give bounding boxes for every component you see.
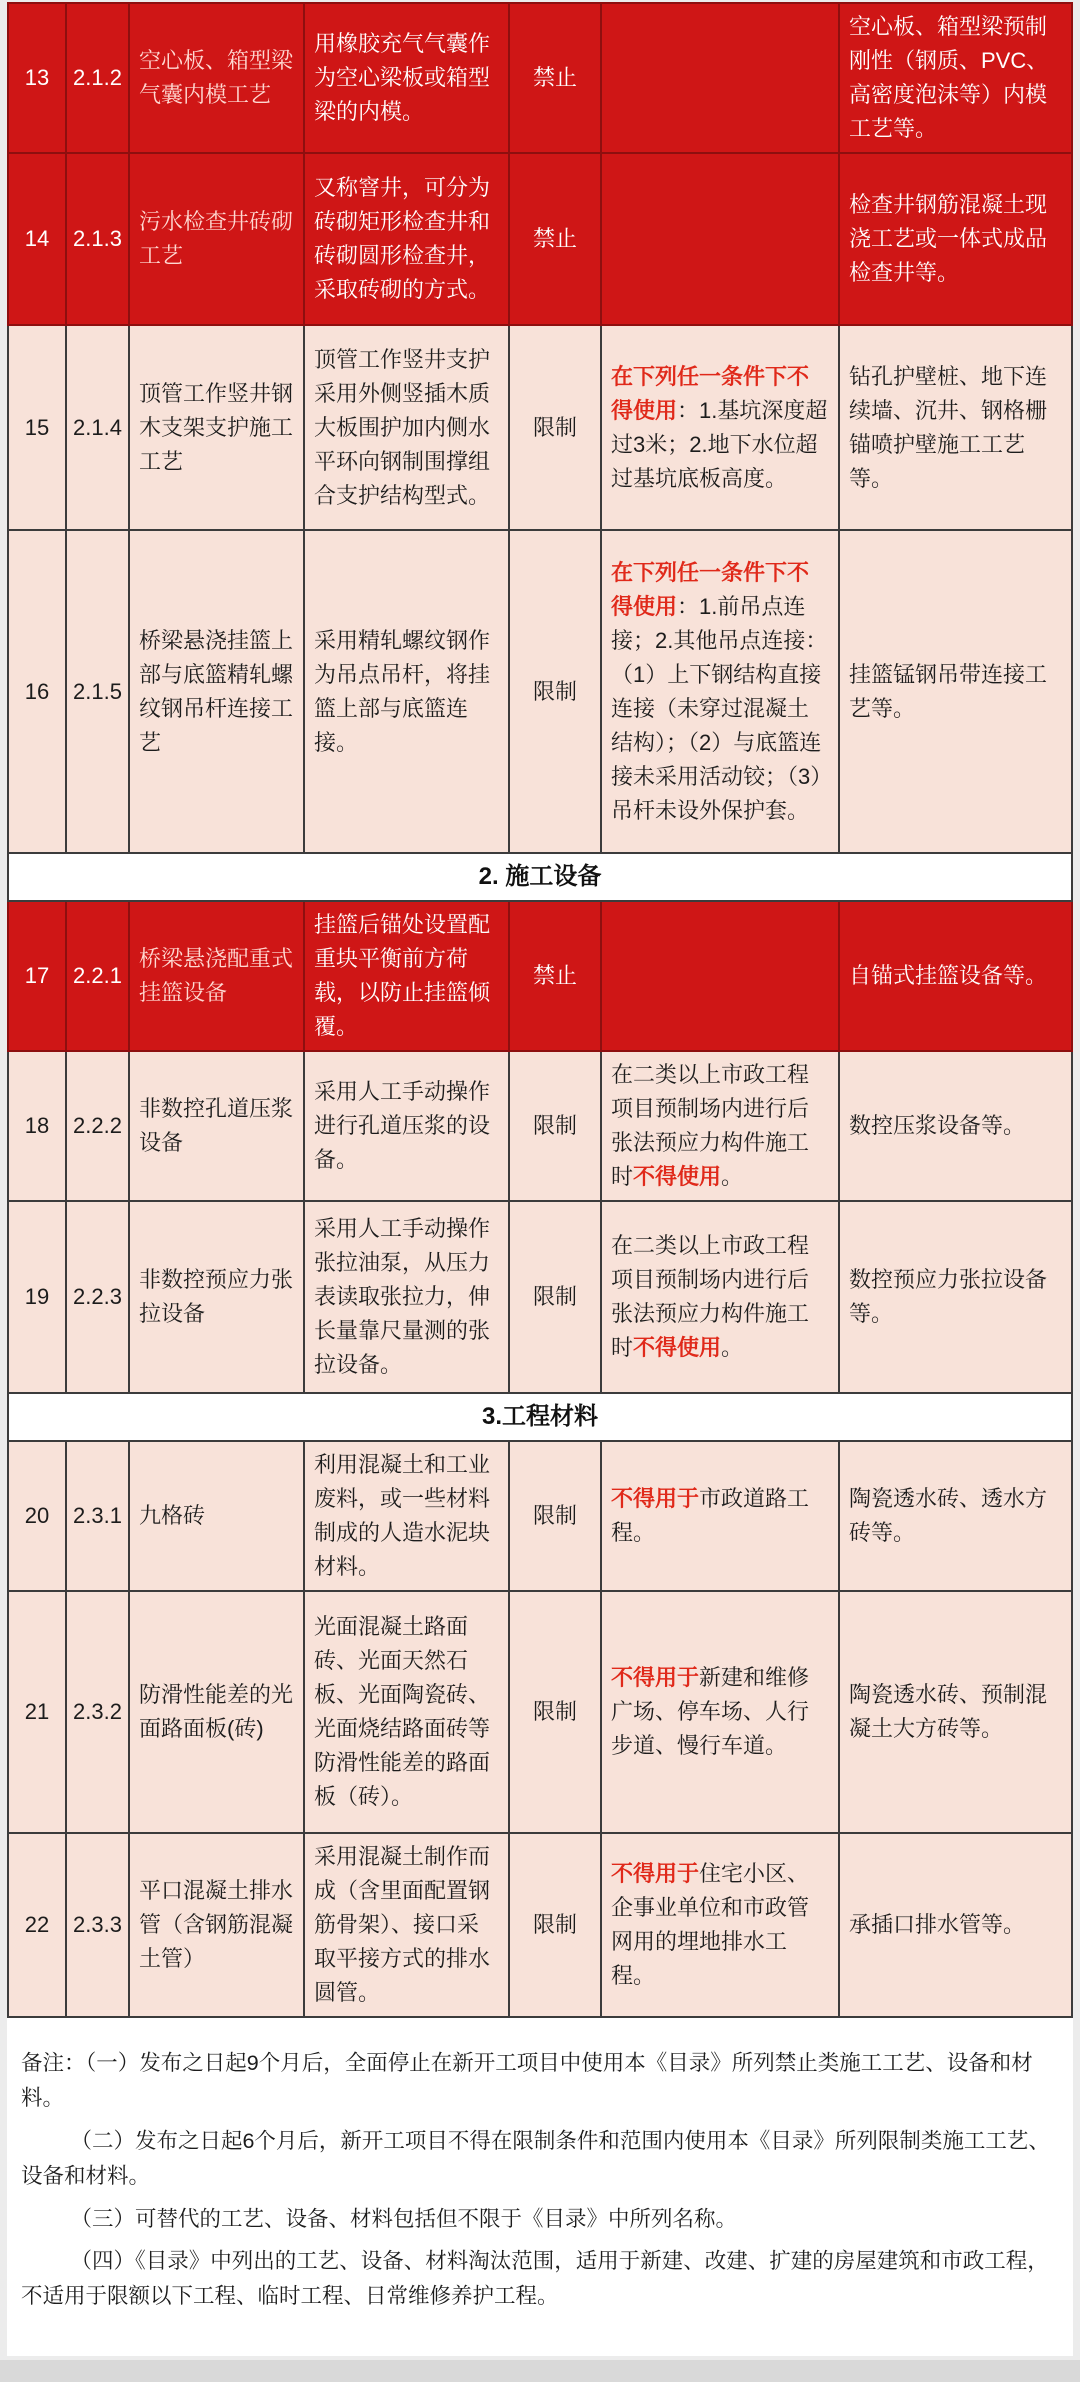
status-label: 限制 [509, 530, 601, 853]
item-name: 九格砖 [129, 1441, 304, 1591]
row-number: 21 [8, 1591, 66, 1833]
restriction-condition [601, 3, 839, 153]
condition-text: 住宅小区、企事业单位和市政管网用的埋地排水工程。 [611, 1860, 810, 1989]
section-header-row [8, 853, 1072, 900]
condition-text: 新建和维修广场、停车场、人行步道、慢行车道。 [611, 1664, 810, 1758]
row-number: 17 [8, 901, 66, 1051]
row-code: 2.1.4 [66, 325, 129, 530]
row-number: 15 [8, 325, 66, 530]
row-number: 19 [8, 1201, 66, 1393]
alternative-items: 数控预应力张拉设备等。 [839, 1201, 1072, 1393]
section-header-label: 2. 施工设备 [8, 853, 1072, 900]
footnote-3: （三）可替代的工艺、设备、材料包括但不限于《目录》中所列名称。 [70, 2206, 737, 2231]
item-description: 采用精轧螺纹钢作为吊点吊杆，将挂篮上部与底篮连接。 [304, 530, 509, 853]
item-description: 又称窨井，可分为砖砌矩形检查井和砖砌圆形检查井，采取砖砌的方式。 [304, 153, 509, 325]
item-description: 光面混凝土路面砖、光面天然石板、光面陶瓷砖、光面烧结路面砖等防滑性能差的路面板（砖）。 [304, 1591, 509, 1833]
item-description: 采用混凝土制作而成（含里面配置钢筋骨架）、接口采取平接方式的排水圆管。 [304, 1833, 509, 2017]
row-code: 2.3.2 [66, 1591, 129, 1833]
status-label: 限制 [509, 1833, 601, 2017]
alternative-items: 钻孔护壁桩、地下连续墙、沉井、钢格栅锚喷护壁施工工艺等。 [839, 325, 1072, 530]
condition-text: 。 [721, 1164, 744, 1190]
catalog-table-body [8, 3, 1072, 2017]
restriction-condition [601, 325, 839, 530]
item-name: 顶管工作竖井钢木支架支护施工工艺 [129, 325, 304, 530]
status-label: 限制 [509, 325, 601, 530]
item-name: 非数控预应力张拉设备 [129, 1201, 304, 1393]
alternative-items: 陶瓷透水砖、预制混凝土大方砖等。 [839, 1591, 1072, 1833]
table-row [8, 1441, 1072, 1591]
status-label: 限制 [509, 1591, 601, 1833]
item-name: 平口混凝土排水管（含钢筋混凝土管） [129, 1833, 304, 2017]
restriction-condition [601, 1833, 839, 2017]
row-number: 18 [8, 1051, 66, 1201]
alternative-items: 挂篮锰钢吊带连接工艺等。 [839, 530, 1072, 853]
status-label: 限制 [509, 1051, 601, 1201]
status-label: 禁止 [509, 3, 601, 153]
item-description: 挂篮后锚处设置配重块平衡前方荷载，以防止挂篮倾覆。 [304, 901, 509, 1051]
restriction-condition [601, 1051, 839, 1201]
restriction-condition [601, 1201, 839, 1393]
condition-emphasis-text: 不得使用 [633, 1164, 722, 1190]
alternative-items: 检查井钢筋混凝土现浇工艺或一体式成品检查井等。 [839, 153, 1072, 325]
restriction-condition [601, 901, 839, 1051]
table-row [8, 325, 1072, 530]
item-name: 防滑性能差的光面路面板(砖) [129, 1591, 304, 1833]
condition-emphasis-text: 不得用于 [611, 1664, 700, 1690]
item-name: 非数控孔道压浆设备 [129, 1051, 304, 1201]
section-header-row [8, 1393, 1072, 1440]
table-row [8, 1201, 1072, 1393]
condition-text: ：1.基坑深度超过3米；2.地下水位超过基坑底板高度。 [611, 397, 828, 491]
alternative-items: 承插口排水管等。 [839, 1833, 1072, 2017]
item-name: 桥梁悬浇挂篮上部与底篮精轧螺纹钢吊杆连接工艺 [129, 530, 304, 853]
table-row [8, 153, 1072, 325]
condition-emphasis-text: 在下列任一条件下不得使用 [611, 363, 810, 423]
restriction-condition [601, 1441, 839, 1591]
condition-emphasis-text: 在下列任一条件下不得使用 [611, 559, 810, 619]
footnote-2: （二）发布之日起6个月后，新开工项目不得在限制条件和范围内使用本《目录》所列限制类施工工艺、设备和材料。 [21, 2129, 1050, 2188]
table-row [8, 1591, 1072, 1833]
section-header-label: 3.工程材料 [8, 1393, 1072, 1440]
row-code: 2.2.1 [66, 901, 129, 1051]
row-number: 13 [8, 3, 66, 153]
table-row [8, 530, 1072, 853]
item-description: 采用人工手动操作进行孔道压浆的设备。 [304, 1051, 509, 1201]
restriction-condition [601, 530, 839, 853]
row-code: 2.1.5 [66, 530, 129, 853]
condition-text: 在二类以上市政工程项目预制场内进行后张法预应力构件施工时 [611, 1233, 810, 1361]
item-description: 利用混凝土和工业废料，或一些材料制成的人造水泥块材料。 [304, 1441, 509, 1591]
item-name: 桥梁悬浇配重式挂篮设备 [129, 901, 304, 1051]
table-row [8, 901, 1072, 1051]
condition-emphasis-text: 不得用于 [611, 1860, 700, 1886]
item-name: 空心板、箱型梁气囊内模工艺 [129, 3, 304, 153]
row-number: 14 [8, 153, 66, 325]
item-name: 污水检查井砖砌工艺 [129, 153, 304, 325]
alternative-items: 陶瓷透水砖、透水方砖等。 [839, 1441, 1072, 1591]
alternative-items: 空心板、箱型梁预制刚性（钢质、PVC、高密度泡沫等）内模工艺等。 [839, 3, 1072, 153]
footnote-4: （四）《目录》中列出的工艺、设备、材料淘汰范围，适用于新建、改建、扩建的房屋建筑和市政工程，不适用于限额以下工程、临时工程、日常维修养护工程。 [21, 2249, 1049, 2309]
item-description: 用橡胶充气气囊作为空心梁板或箱型梁的内模。 [304, 3, 509, 153]
restriction-condition [601, 153, 839, 325]
status-label: 禁止 [509, 901, 601, 1051]
condition-text: 。 [721, 1335, 744, 1361]
table-row [8, 3, 1072, 153]
alternative-items: 数控压浆设备等。 [839, 1051, 1072, 1201]
page-bottom-strip [0, 2360, 1080, 2382]
status-label: 限制 [509, 1201, 601, 1393]
alternative-items: 自锚式挂篮设备等。 [839, 901, 1072, 1051]
status-label: 限制 [509, 1441, 601, 1591]
condition-text: 市政道路工程。 [611, 1485, 810, 1545]
table-row [8, 1051, 1072, 1201]
row-code: 2.3.1 [66, 1441, 129, 1591]
restriction-condition [601, 1591, 839, 1833]
condition-emphasis-text: 不得用于 [611, 1485, 700, 1511]
item-description: 顶管工作竖井支护采用外侧竖插木质大板围护加内侧水平环向钢制围撑组合支护结构型式。 [304, 325, 509, 530]
condition-text: ：1.前吊点连接；2.其他吊点连接：（1）上下钢结构直接连接（未穿过混凝土结构）；（2）与底篮连接未采用活动铰；（3）吊杆未设外保护套。 [611, 593, 828, 824]
condition-text: 在二类以上市政工程项目预制场内进行后张法预应力构件施工时 [611, 1061, 810, 1190]
row-number: 16 [8, 530, 66, 853]
footnotes [7, 2018, 1073, 2356]
row-code: 2.1.3 [66, 153, 129, 325]
row-number: 22 [8, 1833, 66, 2017]
status-label: 禁止 [509, 153, 601, 325]
row-code: 2.3.3 [66, 1833, 129, 2017]
footnote-1: 备注：（一）发布之日起9个月后，全面停止在新开工项目中使用本《目录》所列禁止类施工工艺、设备和材料。 [21, 2051, 1033, 2111]
row-code: 2.2.3 [66, 1201, 129, 1393]
condition-emphasis-text: 不得使用 [633, 1335, 722, 1361]
row-number: 20 [8, 1441, 66, 1591]
table-row [8, 1833, 1072, 2017]
elimination-catalog-table [7, 2, 1073, 2018]
row-code: 2.2.2 [66, 1051, 129, 1201]
item-description: 采用人工手动操作张拉油泵，从压力表读取张拉力，伸长量靠尺量测的张拉设备。 [304, 1201, 509, 1393]
row-code: 2.1.2 [66, 3, 129, 153]
